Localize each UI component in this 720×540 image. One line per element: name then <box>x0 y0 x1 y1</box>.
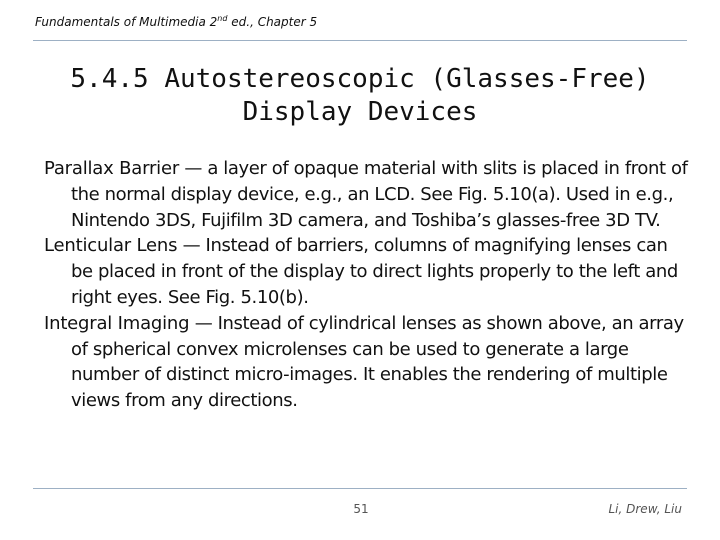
separator: — <box>179 158 208 179</box>
slide-title <box>40 63 680 129</box>
term-lenticular-lens: Lenticular Lens <box>44 235 178 257</box>
term-integral-imaging: Integral Imaging <box>44 312 190 334</box>
slide-title-line-2: Display Devices <box>242 97 478 127</box>
separator: — <box>189 312 218 334</box>
slide-body <box>44 156 694 414</box>
header-divider <box>33 40 687 41</box>
header-chapter: ed., Chapter 5 <box>227 15 318 29</box>
description-parallax-barrier: a layer of opaque material with slits is placed in front of the normal display device, e.g., an LCD. See Fig. 5.10(a). Used in e.g., Nintendo 3DS, Fujifilm 3D camera, and Toshiba’s glasses-free 3D TV. <box>71 158 688 231</box>
separator: — <box>177 235 206 257</box>
item-parallax-barrier <box>44 156 694 233</box>
header-edition-suffix: nd <box>217 14 228 23</box>
page-number: 51 <box>353 502 369 516</box>
item-lenticular-lens <box>44 233 694 310</box>
description-integral-imaging: Instead of cylindrical lenses as shown above, an array of spherical convex microlenses can be used to generate a large number of distinct micro-images. It enables the rendering of multiple views from any directions. <box>71 312 684 412</box>
footer-authors: Li, Drew, Liu <box>608 502 682 516</box>
footer-divider <box>33 488 687 489</box>
description-lenticular-lens: Instead of barriers, columns of magnifying lenses can be placed in front of the display to direct lights properly to the left and right eyes. See Fig. 5.10(b). <box>71 235 678 308</box>
term-parallax-barrier: Parallax Barrier <box>44 158 180 179</box>
slide-title-line-1: 5.4.5 Autostereoscopic (Glasses-Free) <box>70 64 650 94</box>
header-title: Fundamentals of Multimedia 2 <box>35 15 218 29</box>
book-header <box>35 15 317 29</box>
item-integral-imaging <box>44 311 694 414</box>
